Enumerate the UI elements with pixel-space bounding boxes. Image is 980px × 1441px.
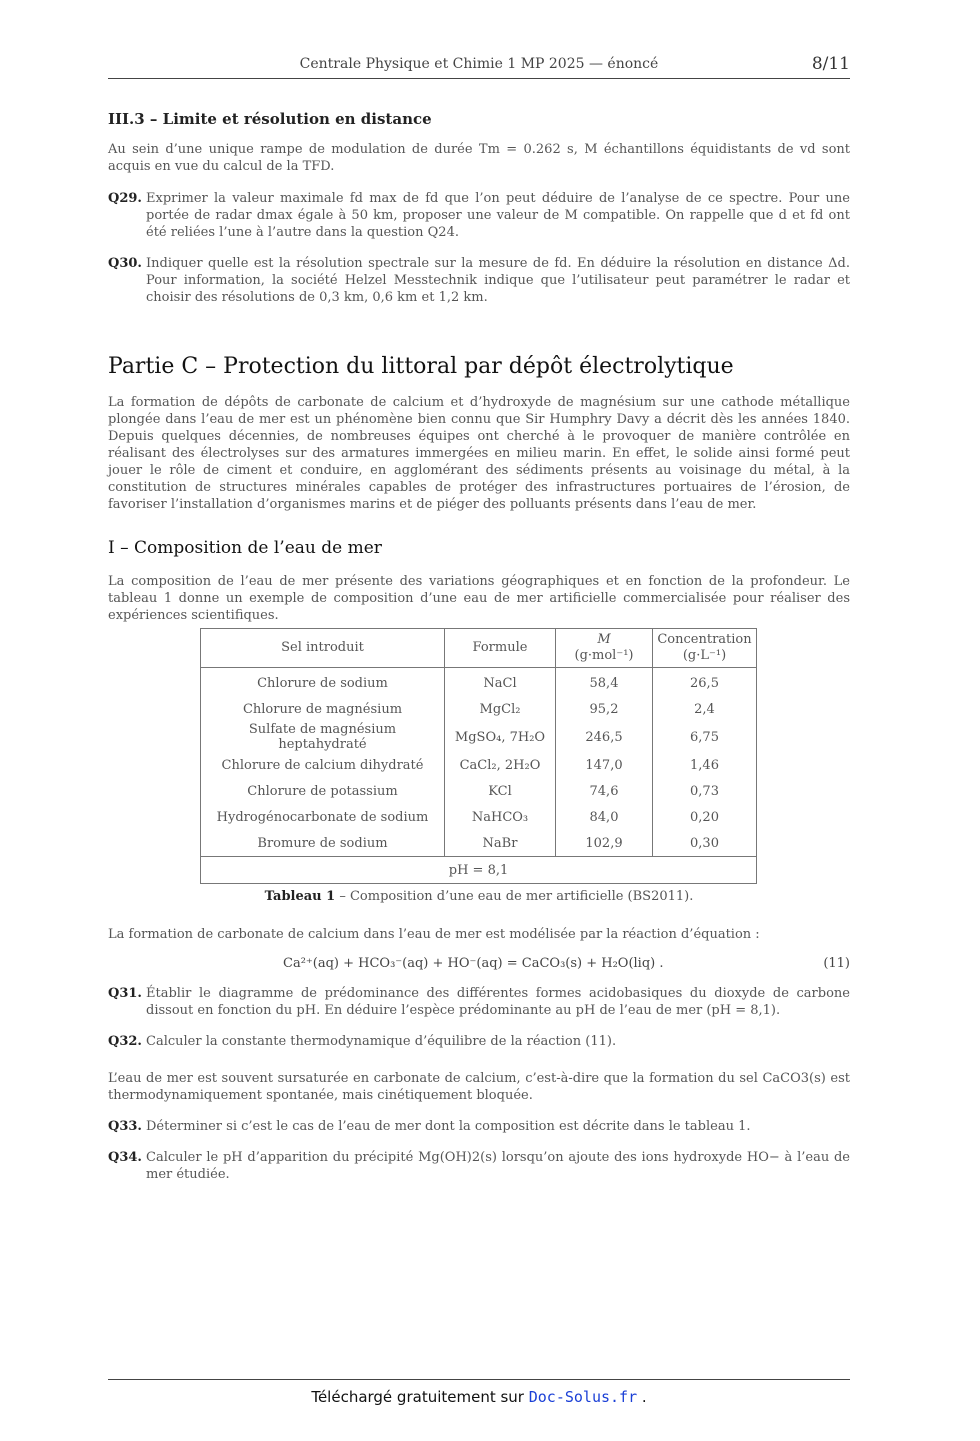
cell-concentration: 0,30 — [653, 830, 757, 857]
header-c-label: Concentration — [657, 632, 752, 647]
question-number: Q33. — [108, 1119, 142, 1134]
question-q34 — [108, 1149, 850, 1183]
page-header — [108, 54, 850, 79]
cell-molar-mass: 74,6 — [556, 778, 653, 804]
cell-concentration: 0,73 — [653, 778, 757, 804]
footer-suffix: . — [637, 1388, 647, 1406]
header-molar-mass — [556, 629, 653, 668]
cell-formule: NaBr — [445, 830, 556, 857]
header-m-symbol: M — [597, 632, 611, 647]
header-m-unit: (g·mol⁻¹) — [574, 648, 634, 663]
question-number: Q32. — [108, 1034, 142, 1049]
question-q31 — [108, 985, 850, 1019]
header-concentration — [653, 629, 757, 668]
cell-molar-mass: 246,5 — [556, 722, 653, 752]
question-number: Q30. — [108, 256, 142, 271]
sursaturation-text: L’eau de mer est souvent sursaturée en carbonate de calcium, c’est-à-dire que la formation du sel CaCO3(s) est thermodynamiquement spontanée, mais cinétiquement bloquée. — [108, 1071, 850, 1103]
cell-formule: CaCl₂, 2H₂O — [445, 752, 556, 778]
section-title-iii3: III.3 – Limite et résolution en distance — [108, 110, 432, 128]
cell-formule: NaHCO₃ — [445, 804, 556, 830]
cell-sel: Chlorure de potassium — [201, 778, 445, 804]
table-row — [201, 804, 757, 830]
cell-sel: Bromure de sodium — [201, 830, 445, 857]
question-q29 — [108, 190, 850, 241]
reaction-intro: La formation de carbonate de calcium dans l’eau de mer est modélisée par la réaction d’équation : — [108, 927, 760, 942]
cell-molar-mass: 102,9 — [556, 830, 653, 857]
cell-concentration: 1,46 — [653, 752, 757, 778]
table-row — [201, 830, 757, 857]
question-text: Déterminer si c’est le cas de l’eau de mer dont la composition est décrite dans le tableau 1. — [146, 1119, 751, 1134]
table-caption — [108, 889, 850, 904]
page-number: 8/11 — [811, 54, 850, 74]
footer-prefix: Téléchargé gratuitement sur — [311, 1388, 529, 1406]
cell-formule: KCl — [445, 778, 556, 804]
table-footer-row — [201, 857, 757, 884]
cell-sel: Sulfate de magnésium heptahydraté — [201, 722, 445, 752]
cell-formule: NaCl — [445, 668, 556, 697]
cell-sel: Chlorure de sodium — [201, 668, 445, 697]
composition-table — [200, 628, 757, 884]
cell-concentration: 26,5 — [653, 668, 757, 697]
table-ph: pH = 8,1 — [201, 857, 757, 884]
table-row — [201, 722, 757, 752]
question-number: Q31. — [108, 986, 142, 1001]
question-q32 — [108, 1033, 850, 1050]
cell-concentration: 2,4 — [653, 696, 757, 722]
table-header-row — [201, 629, 757, 668]
caption-label: Tableau 1 — [264, 889, 336, 904]
question-number: Q29. — [108, 191, 142, 206]
equation-text: Ca²⁺(aq) + HCO₃⁻(aq) + HO⁻(aq) = CaCO₃(s) + H₂O(liq) . — [283, 956, 664, 971]
cell-formule: MgSO₄, 7H₂O — [445, 722, 556, 752]
table-row — [201, 752, 757, 778]
cell-molar-mass: 95,2 — [556, 696, 653, 722]
footer-link[interactable]: Doc-Solus.fr — [528, 1388, 638, 1406]
cell-molar-mass: 147,0 — [556, 752, 653, 778]
cell-molar-mass: 58,4 — [556, 668, 653, 697]
cell-formule: MgCl₂ — [445, 696, 556, 722]
section-iii3-intro: Au sein d’une unique rampe de modulation de durée Tm = 0.262 s, M échantillons équidistants de vd sont acquis en vue du calcul de la TFD. — [108, 142, 850, 174]
question-text: Établir le diagramme de prédominance des différentes formes acidobasiques du dioxyde de carbone dissout en fonction du pH. En déduire l’espèce prédominante au pH de l’eau de mer (pH = 8,1). — [146, 986, 850, 1018]
part-c-intro: La formation de dépôts de carbonate de calcium et d’hydroxyde de magnésium sur une cathode métallique plongée dans l’eau de mer est un phénomène bien connu que Sir Humphry Davy a décrit dès les années 1840. Depuis quelques décennies, de nombreuses équipes ont cherché à le provoquer de manière contrôlée en réalisant des électrolyses sur des armatures immergées en milieu marin. En effet, le solide ainsi formé peut jouer le rôle de ciment et conduire, en agglomérant des sédiments présents au voisinage du métal, à la constitution de structures minérales capables de protéger des infrastructures portuaires de l’érosion, de favoriser l’installation d’organismes marins et de piéger des polluants présents dans l’eau de mer. — [108, 395, 850, 512]
question-number: Q34. — [108, 1150, 142, 1165]
cell-sel: Hydrogénocarbonate de sodium — [201, 804, 445, 830]
question-text: Calculer la constante thermodynamique d’équilibre de la réaction (11). — [146, 1034, 617, 1049]
header-title: Centrale Physique et Chimie 1 MP 2025 — énoncé — [299, 56, 659, 72]
question-text: Exprimer la valeur maximale fd max de fd que l’on peut déduire de l’analyse de ce spectre. Pour une portée de radar dmax égale à 50 km, proposer une valeur de M compatible. On rappelle que d et fd ont été reliées l’une à l’autre dans la question Q24. — [146, 191, 850, 240]
page-footer — [108, 1388, 850, 1406]
question-text: Indiquer quelle est la résolution spectrale sur la mesure de fd. En déduire la résolution en distance Δd. Pour information, la société Helzel Messtechnik indique que l’utilisateur peut paramétrer le radar et choisir des résolutions de 0,3 km, 0,6 km et 1,2 km. — [146, 256, 850, 305]
header-sel: Sel introduit — [201, 629, 445, 668]
table-row — [201, 778, 757, 804]
cell-sel: Chlorure de magnésium — [201, 696, 445, 722]
cell-concentration: 6,75 — [653, 722, 757, 752]
part-title: Partie C – Protection du littoral par dépôt électrolytique — [108, 354, 734, 379]
caption-text: – Composition d’une eau de mer artificielle (BS2011). — [335, 889, 694, 904]
section-title-i: I – Composition de l’eau de mer — [108, 538, 382, 558]
header-formule: Formule — [445, 629, 556, 668]
question-q33 — [108, 1118, 850, 1135]
table-row — [201, 668, 757, 697]
footer-divider — [108, 1379, 850, 1380]
equation-number: (11) — [823, 956, 850, 971]
question-q30 — [108, 255, 850, 306]
section-i-intro: La composition de l’eau de mer présente des variations géographiques et en fonction de la profondeur. Le tableau 1 donne un exemple de composition d’une eau de mer artificielle commercialisée pour réaliser des expériences scientifiques. — [108, 574, 850, 623]
cell-sel: Chlorure de calcium dihydraté — [201, 752, 445, 778]
cell-concentration: 0,20 — [653, 804, 757, 830]
header-c-unit: (g·L⁻¹) — [682, 648, 727, 663]
cell-molar-mass: 84,0 — [556, 804, 653, 830]
table-row — [201, 696, 757, 722]
question-text: Calculer le pH d’apparition du précipité Mg(OH)2(s) lorsqu’on ajoute des ions hydroxyde HO− à l’eau de mer étudiée. — [146, 1150, 850, 1182]
